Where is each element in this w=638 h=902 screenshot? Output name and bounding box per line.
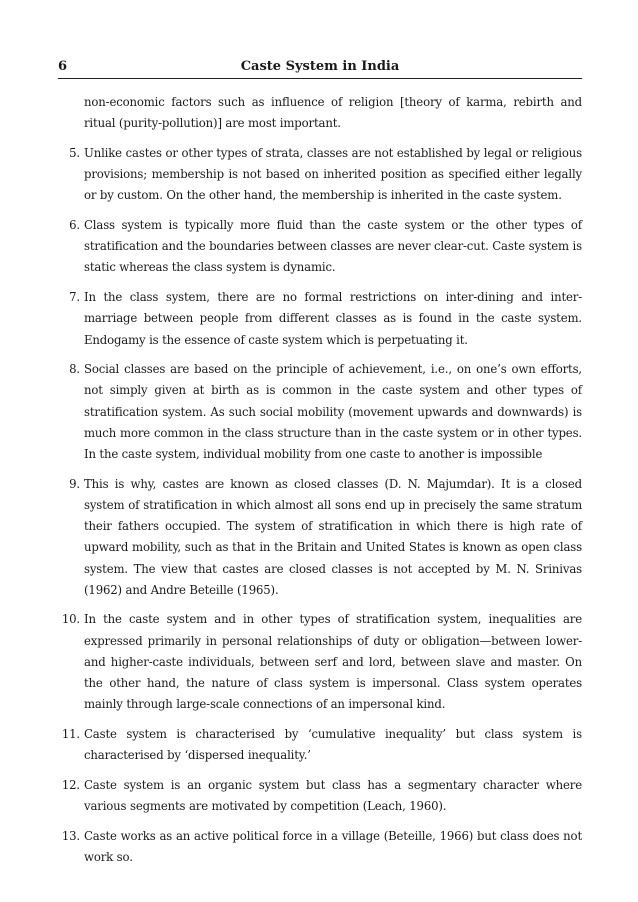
list-item [58,609,582,715]
item-number: 13. [61,828,80,843]
item-number: 8. [69,362,80,377]
item-text: Caste works as an active political force in a village (Beteille, 1966) but class does not work so. [84,828,582,864]
list-item [58,215,582,279]
list-item [58,359,582,465]
item-text: Caste system is characterised by ‘cumulative inequality’ but class system is characterised by ‘dispersed inequality.’ [84,726,582,763]
item-number: 10. [61,612,80,627]
list-item [58,826,582,868]
item-number: 11. [61,726,80,741]
list-item [58,775,582,817]
item-text: Caste system is an organic system but class has a segmentary character where various segments are motivated by competition (Leach, 1960). [84,777,582,814]
item-text: In the caste system and in other types of stratification system, inequalities are expressed primarily in personal relationships of duty or obligation—between lower- and higher-caste individuals, between serf and lord, between slave and master. On the other hand, the nature of class system is impersonal. Class system operates mainly through large-scale connections of an impersonal kind. [84,612,582,712]
item-text: This is why, castes are known as closed classes (D. N. Majumdar). It is a closed system of stratification in which almost all sons end up in precisely the same stratum their fathers occupied. The system of stratification in which there is high rate of upward mobility, such as that in the Britain and United States is known as open class system. The view that castes are closed classes is not accepted by M. N. Srinivas (1962) and Andre Beteille (1965). [84,476,582,597]
page-header [58,58,582,79]
item-number: 7. [69,290,80,305]
item-number: 9. [69,476,80,491]
item-number: 6. [69,218,80,233]
item-text: Unlike castes or other types of strata, classes are not established by legal or religious provisions; membership is not based on inherited position as specified either legally or by custom. On the other hand, the membership is inherited in the caste system. [84,145,582,203]
page-number: 6 [58,59,68,74]
list-item [58,143,582,207]
item-text: Social classes are based on the principle of achievement, i.e., on one’s own efforts, not simply given at birth as is common in the caste system and other types of stratification system. As such social mobility (movement upwards and downwards) is much more common in the class structure than in the caste system or in other types. In the caste system, individual mobility from one caste to another is impossible [84,362,582,462]
item-text: Class system is typically more fluid than the caste system or the other types of stratification and the boundaries between classes are never clear-cut. Caste system is static whereas the class system is dynamic. [84,218,582,275]
list-item [58,724,582,766]
item-text: In the class system, there are no formal restrictions on inter-dining and inter-marriage between people from different classes as is found in the caste system. Endogamy is the essence of caste system which is perpetuating it. [84,290,582,347]
running-head: Caste System in India [240,59,400,74]
page-body [58,92,582,877]
item-number: 5. [69,145,80,160]
numbered-list [58,143,582,868]
list-item [58,474,582,601]
item-number: 12. [61,777,80,792]
list-item [58,287,582,351]
continued-paragraph: non-economic factors such as influence of religion [theory of karma, rebirth and ritual (purity-pollution)] are most important. [84,95,582,131]
